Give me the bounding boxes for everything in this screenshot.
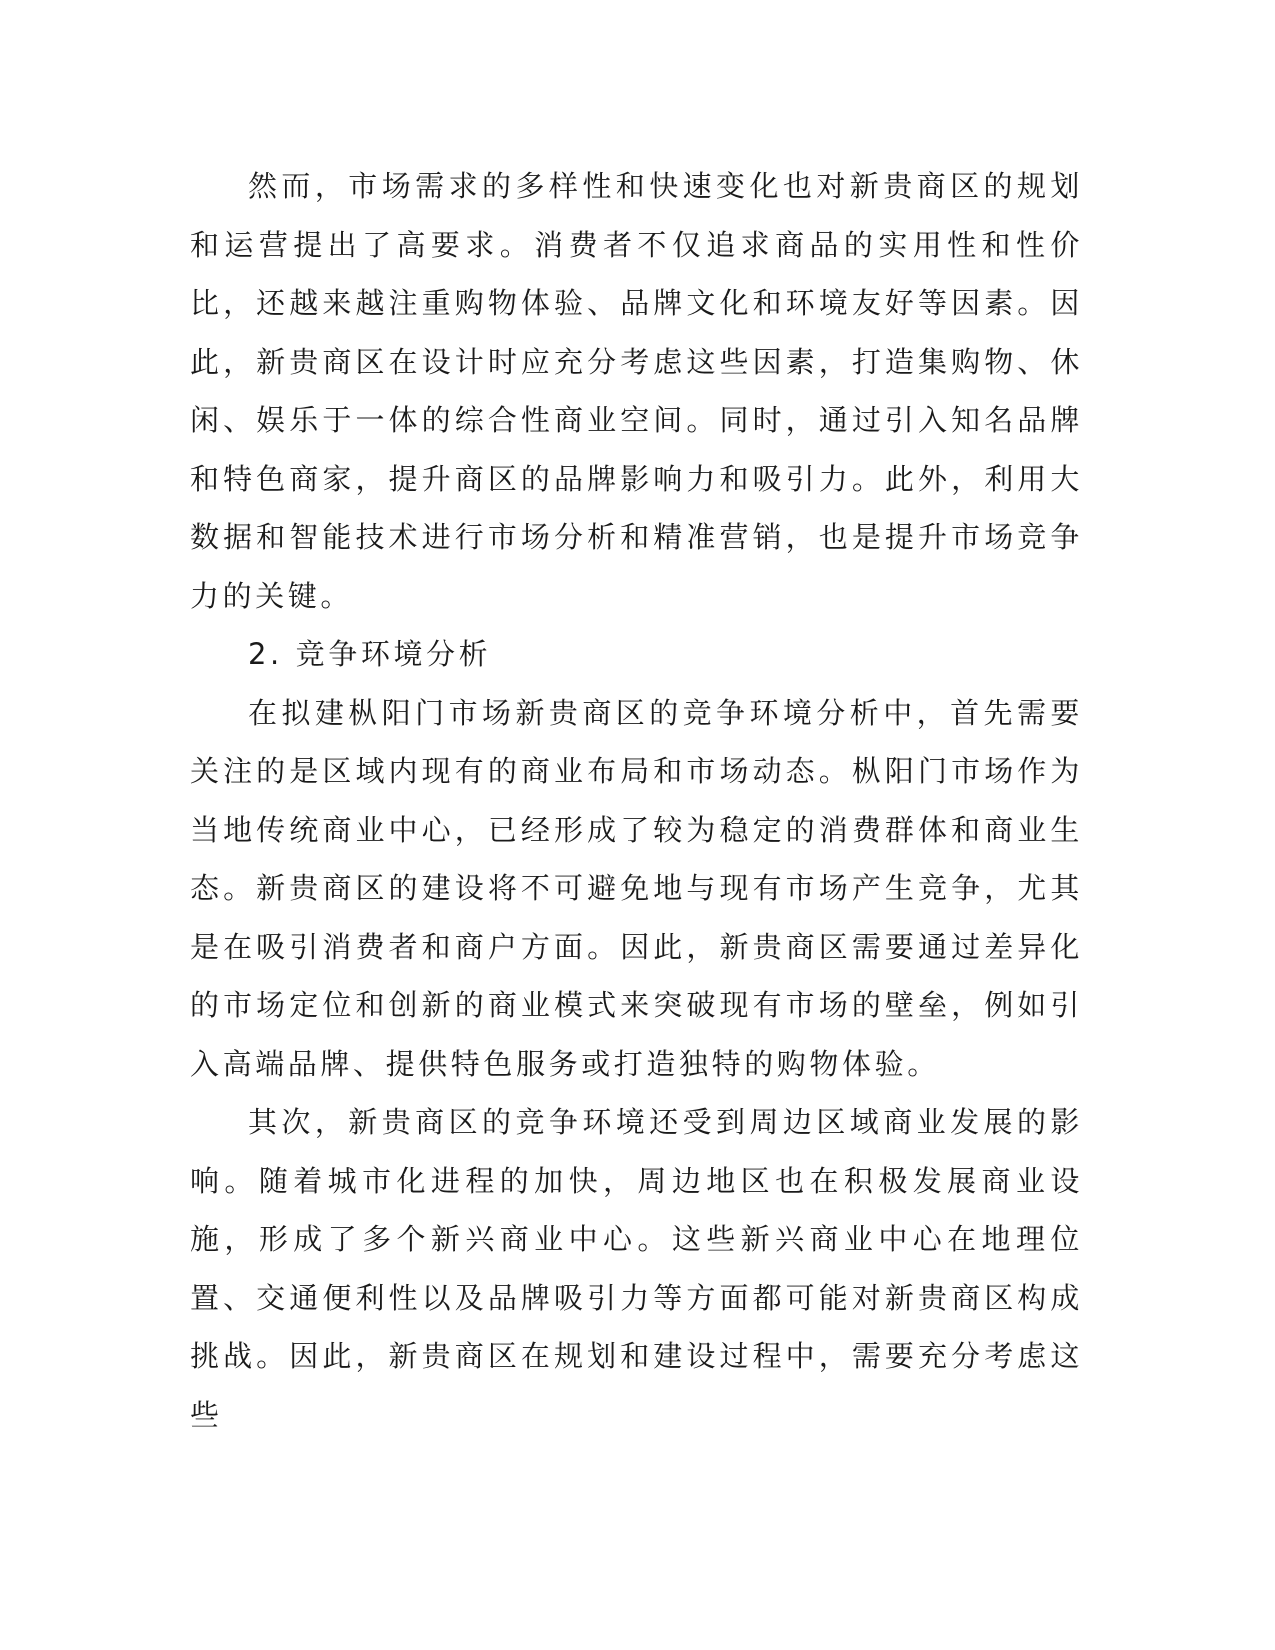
paragraph-market-demand: 然而，市场需求的多样性和快速变化也对新贵商区的规划和运营提出了高要求。消费者不仅追求商品的实用性和性价比，还越来越注重购物体验、品牌文化和环境友好等因素。因此，新贵商区在设计时应充分考虑这些因素，打造集购物、休闲、娱乐于一体的综合性商业空间。同时，通过引入知名品牌和特色商家，提升商区的品牌影响力和吸引力。此外，利用大数据和智能技术进行市场分析和精准营销，也是提升市场竞争力的关键。 <box>190 169 1083 613</box>
section-heading-competition: 2. 竞争环境分析 <box>248 637 492 671</box>
paragraph-surrounding-areas: 其次，新贵商区的竞争环境还受到周边区域商业发展的影响。随着城市化进程的加快，周边地区也在积极发展商业设施，形成了多个新兴商业中心。这些新兴商业中心在地理位置、交通便利性以及品牌吸引力等方面都可能对新贵商区构成挑战。因此，新贵商区在规划和建设过程中，需要充分考虑这些 <box>190 1105 1083 1432</box>
paragraph-competition-intro: 在拟建枞阳门市场新贵商区的竞争环境分析中，首先需要关注的是区域内现有的商业布局和市场动态。枞阳门市场作为当地传统商业中心，已经形成了较为稳定的消费群体和商业生态。新贵商区的建设将不可避免地与现有市场产生竞争，尤其是在吸引消费者和商户方面。因此，新贵商区需要通过差异化的市场定位和创新的商业模式来突破现有市场的壁垒，例如引入高端品牌、提供特色服务或打造独特的购物体验。 <box>190 695 1083 1081</box>
document-page <box>190 157 1083 1444</box>
